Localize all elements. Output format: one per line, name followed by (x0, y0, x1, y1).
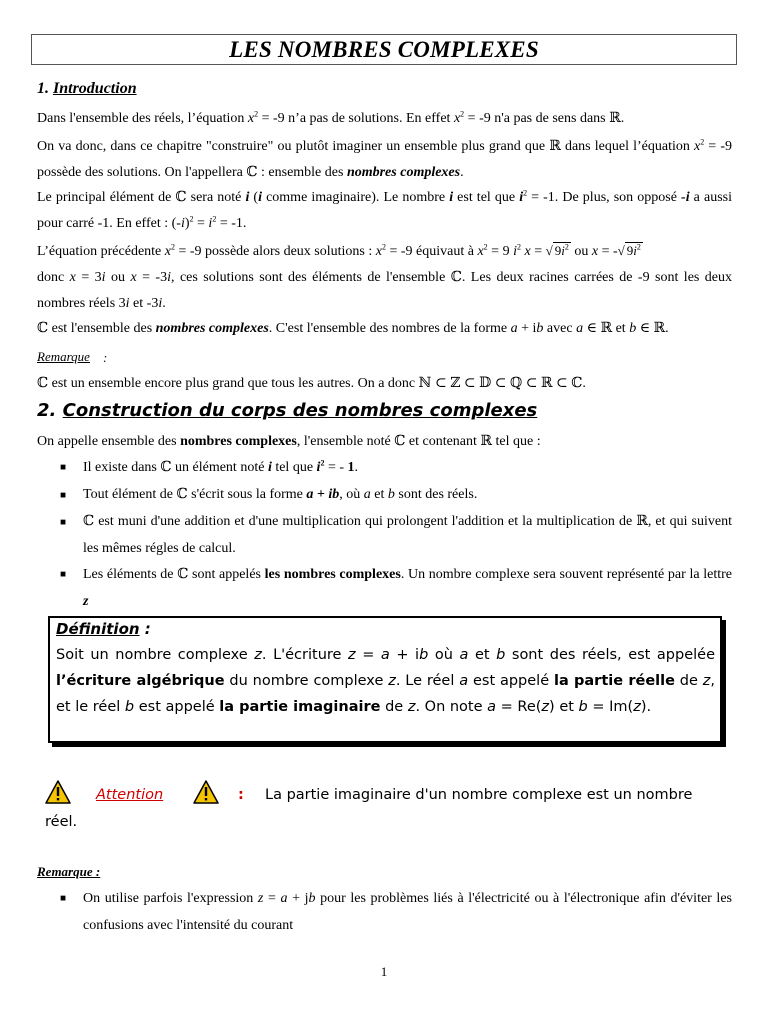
remark-text: ℂ est un ensemble encore plus grand que tous les autres. On a donc ℕ ⊂ ℤ ⊂ 𝔻 ⊂ ℚ ⊂ ℝ ⊂ ℂ. (37, 376, 586, 391)
attention-colon: : (238, 787, 244, 803)
intro-paragraph-3: Le principal élément de ℂ sera noté i (i comme imaginaire). Le nombre i est tel que $i^2 = -1$. De plus, son opposé -i a aussi pour carré -1. En effet : $(-i)^2 = i^2 = -1$. (37, 188, 732, 231)
definition-title: Définition : (56, 620, 151, 638)
intro-paragraph-4: L’équation précédente $x^2 = -9$ possède alors deux solutions : $x^2 = -9$ équivaut à $x^2 = 9$ $i^2$ x = √ $9i^2$ ou x = -√ $9i^2$ (37, 242, 641, 259)
bullet-item-4: Les éléments de ℂ sont appelés les nombres complexes. Un nombre complexe sera souvent représenté par la lettre z (83, 567, 732, 609)
intro-paragraph-6: ℂ est l'ensemble des nombres complexes. C'est l'ensemble des nombres de la forme a + ib avec a ∈ ℝ et b ∈ ℝ. (37, 321, 669, 336)
bullet-item-2: Tout élément de ℂ s'écrit sous la forme a + ib, où a et b sont des réels. (83, 487, 478, 502)
attention-text-continued: réel. (45, 814, 78, 830)
intro-paragraph-1: Dans l'ensemble des réels, l’équation $x^2 = -9$ n’a pas de solutions. En effet $x^2 = -9$ n'a pas de sens dans ℝ. (37, 109, 625, 126)
remark-colon: : (103, 350, 108, 365)
bullet-marker: ■ (60, 462, 67, 473)
page-number: 1 (380, 964, 388, 979)
remark-label: Remarque (37, 349, 90, 364)
bullet-marker: ■ (60, 893, 67, 904)
definition-text: Soit un nombre complexe z. L'écriture z = a + ib où a et b sont des réels, est appelée l’écriture algébrique du nombre complexe z. Le réel a est appelé la partie réelle de z, et le réel b est appelé la partie imaginaire de z. On note a = Re(z) et b = Im(z). (56, 647, 716, 715)
intro-paragraph-5: donc x = 3i ou x = -3i, ces solutions sont des éléments de l'ensemble ℂ. Les deux racines carrées de -9 sont les deux nombres réels 3i et -3i. (37, 270, 733, 311)
bullet-item-3: ℂ est muni d'une addition et d'une multiplication qui prolongent l'addition et la multiplication de ℝ, et qui suivent les mêmes régles de calcul. (83, 514, 732, 556)
attention-label: Attention (96, 787, 164, 803)
attention-text: La partie imaginaire d'un nombre complexe est un nombre (265, 787, 693, 803)
warning-icon (193, 780, 219, 804)
warning-icon (45, 780, 71, 804)
page-title: LES NOMBRES COMPLEXES (31, 34, 737, 65)
bullet-marker: ■ (60, 569, 67, 580)
bullet-item-1: Il existe dans ℂ un élément noté i tel que $i^2$ = - 1. (83, 458, 358, 475)
definition-box (48, 616, 722, 743)
remark-2-label: Remarque : (37, 864, 101, 879)
section-1-heading: 1. Introduction (37, 80, 137, 97)
bullet-marker: ■ (60, 490, 67, 501)
attention-note (45, 780, 735, 830)
bullet-marker: ■ (60, 517, 67, 528)
section-2-lead: On appelle ensemble des nombres complexes, l'ensemble noté ℂ et contenant ℝ tel que : (37, 434, 541, 449)
square-root-expression: √ $9i^2$ (545, 242, 569, 258)
remark-2-item: On utilise parfois l'expression z = a + jb pour les problèmes liés à l'électricité ou à l'électronique afin d'éviter les confusions avec l'intensité du courant (83, 891, 732, 933)
intro-paragraph-2: On va donc, dans ce chapitre "construire" ou plutôt imaginer un ensemble plus grand que ℝ dans lequel l’équation $x^2 = -9$ possède des solutions. On l'appellera ℂ : ensemble des nombres complexes. (37, 137, 732, 180)
section-2-heading: 2. Construction du corps des nombres complexes (37, 400, 538, 421)
square-root-expression: √ $9i^2$ (617, 242, 641, 258)
